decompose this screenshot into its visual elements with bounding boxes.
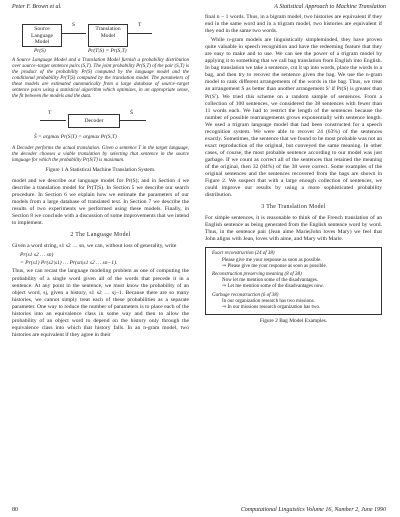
figure1-caption-top: A Source Language Model and a Translation Model furnish a probability distribution over source–target sentence pairs (S,T). The joint probability Pr(S,T) of the pair (S,T) is the product of the probability Pr(S) computed by the language model and the conditional probability Pr(T|S) computed by the translation model. The parameters of these models are estimated automatically from a large database of source–target sentence pairs using a statistical algorithm which optimizes, in an appropriate sense, the fit between the models and the data. (12, 58, 189, 99)
figure2-example-1: Please give me your response as soon as possible. (222, 257, 322, 263)
figure2-example-1b: ⇒ Please give me your response as soon as possible. (222, 263, 328, 269)
equation-1: Pr(s1 s2 … sn) (20, 252, 54, 259)
section-3-heading: 3 The Translation Model (261, 204, 326, 211)
decoder-t-label: T (48, 110, 52, 116)
source-language-model-box: Source Language Model (22, 24, 62, 47)
figure2-example-2b: ⇒ Let me mention some of the disadvantages now. (222, 284, 324, 290)
figure1-caption-bottom: A Decoder performs the actual translation. Given a sentence T in the target language, the decoder chooses a viable translation by selecting that sentence in the source language for which the probability Pr(S|T) is maximum. (12, 146, 189, 163)
figure2-example-3: In our organization research has two missions. (222, 298, 315, 304)
right-paragraph-3: For simple sentences, it is reasonable to think of the French translation of an English sentence as being generated from the English sentence word by word. Thus, in the sentence pair (Jean aime Marie|John loves Mary) we feel that John aligns with Jean, loves with aime, and Mary with Marie. (205, 215, 382, 243)
right-paragraph-2: While n-gram models are linguistically simpleminded, they have proven quite valuable in speech recognition and have the redeeming feature that they are easy to make and to use. We can see the power of a trigram model by applying it to something that we call bag translation from English into English. In bag translation we take a sentence, cut it up into words, place the words in a bag, and then try to recover the sentence given the bag. We use the n-gram model to rank different arrangements of the words in the bag. Thus, we treat an arrangement S as better than another arrangement S′ if Pr(S) is greater than Pr(S′). We tried this scheme on a random sample of sentences. From a collection of 100 sentences, we considered the 38 sentences with fewer than 11 words each. We had to restrict the length of the sentences because the number of possible rearrangements grows exponentially with sentence length. We used a trigram language model that had been constructed for a speech recognition system. We were able to recover 24 (63%) of the sentences exactly. Sometimes, the sentence that we found to be most probable was not an exact reproduction of the original, but conveyed the same meaning. In other cases, of course, the most probable sentence according to our model was just garbage. If we count as correct all of the sentences that retained the meaning of the original, then 32 (84%) of the 38 were correct. Some examples of the original sentences and the sentences recovered from the bags are shown in Figure 2. We suspect that with a large enough collection of sentences, we could improve our results by using a more sophisticated probability distribution. (205, 37, 382, 199)
right-paragraph-1: final n − 1 words. Thus, in a bigram model, two histories are equivalent if they end in the same word and in a trigram model, two histories are equivalent if they end in the same two words. (205, 14, 382, 35)
figure2-box (205, 247, 382, 315)
decoder-box: Decoder (68, 114, 120, 128)
right-column (205, 14, 382, 329)
figure2-example-3b: ⇒ In our missions research organization has two. (222, 305, 321, 311)
figure1-decoder-diagram (12, 106, 189, 146)
decoder-s-label: Ŝ (130, 110, 134, 116)
translation-model-box: Translation Model (88, 24, 128, 47)
arrow-2 (128, 33, 152, 34)
running-header-title: A Statistical Approach to Machine Translation (274, 4, 386, 10)
equation-2: = Pr(s1) Pr(s2|s1) … Pr(sn|s1 s2 … sn−1). (20, 260, 118, 267)
section-2-heading: 2 The Language Model (70, 232, 131, 239)
figure2-title: Figure 2 Bag Model Examples. (259, 318, 328, 325)
left-column (12, 14, 189, 341)
arrow-1 (62, 33, 86, 34)
formula-ps: Pr(S) (34, 48, 46, 54)
formula-pts: Pr(T|S) = Pr(S,T) (88, 48, 127, 54)
decoder-formula: Ŝ = argmax Pr(S|T) = argmax Pr(S,T) (34, 134, 117, 140)
figure2-label-exact: Exact reconstruction (24 of 38) (212, 251, 275, 257)
left-paragraph-2: Given a word string, s1 s2 … sn, we can, without loss of generality, write (12, 243, 177, 250)
left-paragraph-1: model and we describe our language model for Pr(S); and in Section 4 we describe a translation model for Pr(T|S). In Section 5 we describe our search procedure. In Section 6 we explain how we estimate the parameters of our models from a large database of translated text. In Section 7 we describe the results of two experiments we performed using these models. Finally, in Section 8 we conclude with a discussion of some improvements that we intend to implement. (12, 178, 189, 227)
figure1-title: Figure 1 A Statistical Machine Translation System. (45, 167, 156, 173)
running-header-authors: Peter F. Brown et al. (12, 4, 62, 10)
left-paragraph-3: Thus, we can recast the language modeling problem as one of computing the probability of a single word given all of the words that precede it in a sentence. At any point in the sentence, we must know the probability of an object word, sj, given a history, s1 s2 … sj−1. Because there are so many histories, we cannot simply treat each of these probabilities as a separate parameter. One way to reduce the number of parameters is to place each of the histories into an equivalence class in some way and then to allow the probability of an object word to depend on the history only through the equivalence class into which that history falls. In an n-gram model, two histories are equivalent if they agree in their (12, 268, 189, 338)
decoder-arrow-out (120, 120, 146, 121)
page-number: 80 (12, 507, 18, 513)
t-label: T (138, 22, 142, 28)
figure1-top-diagram (12, 18, 189, 58)
s-label: S (72, 22, 76, 28)
journal-footer: Computational Linguistics Volume 16, Number 2, June 1990 (240, 507, 386, 513)
decoder-arrow-in (40, 120, 66, 121)
figure2-example-2: Now let me mention some of the disadvantages. (222, 278, 319, 284)
figure2-label-meaning: Reconstruction preserving meaning (8 of 38) (212, 272, 302, 278)
figure2-label-garbage: Garbage reconstruction (6 of 38) (212, 292, 279, 298)
